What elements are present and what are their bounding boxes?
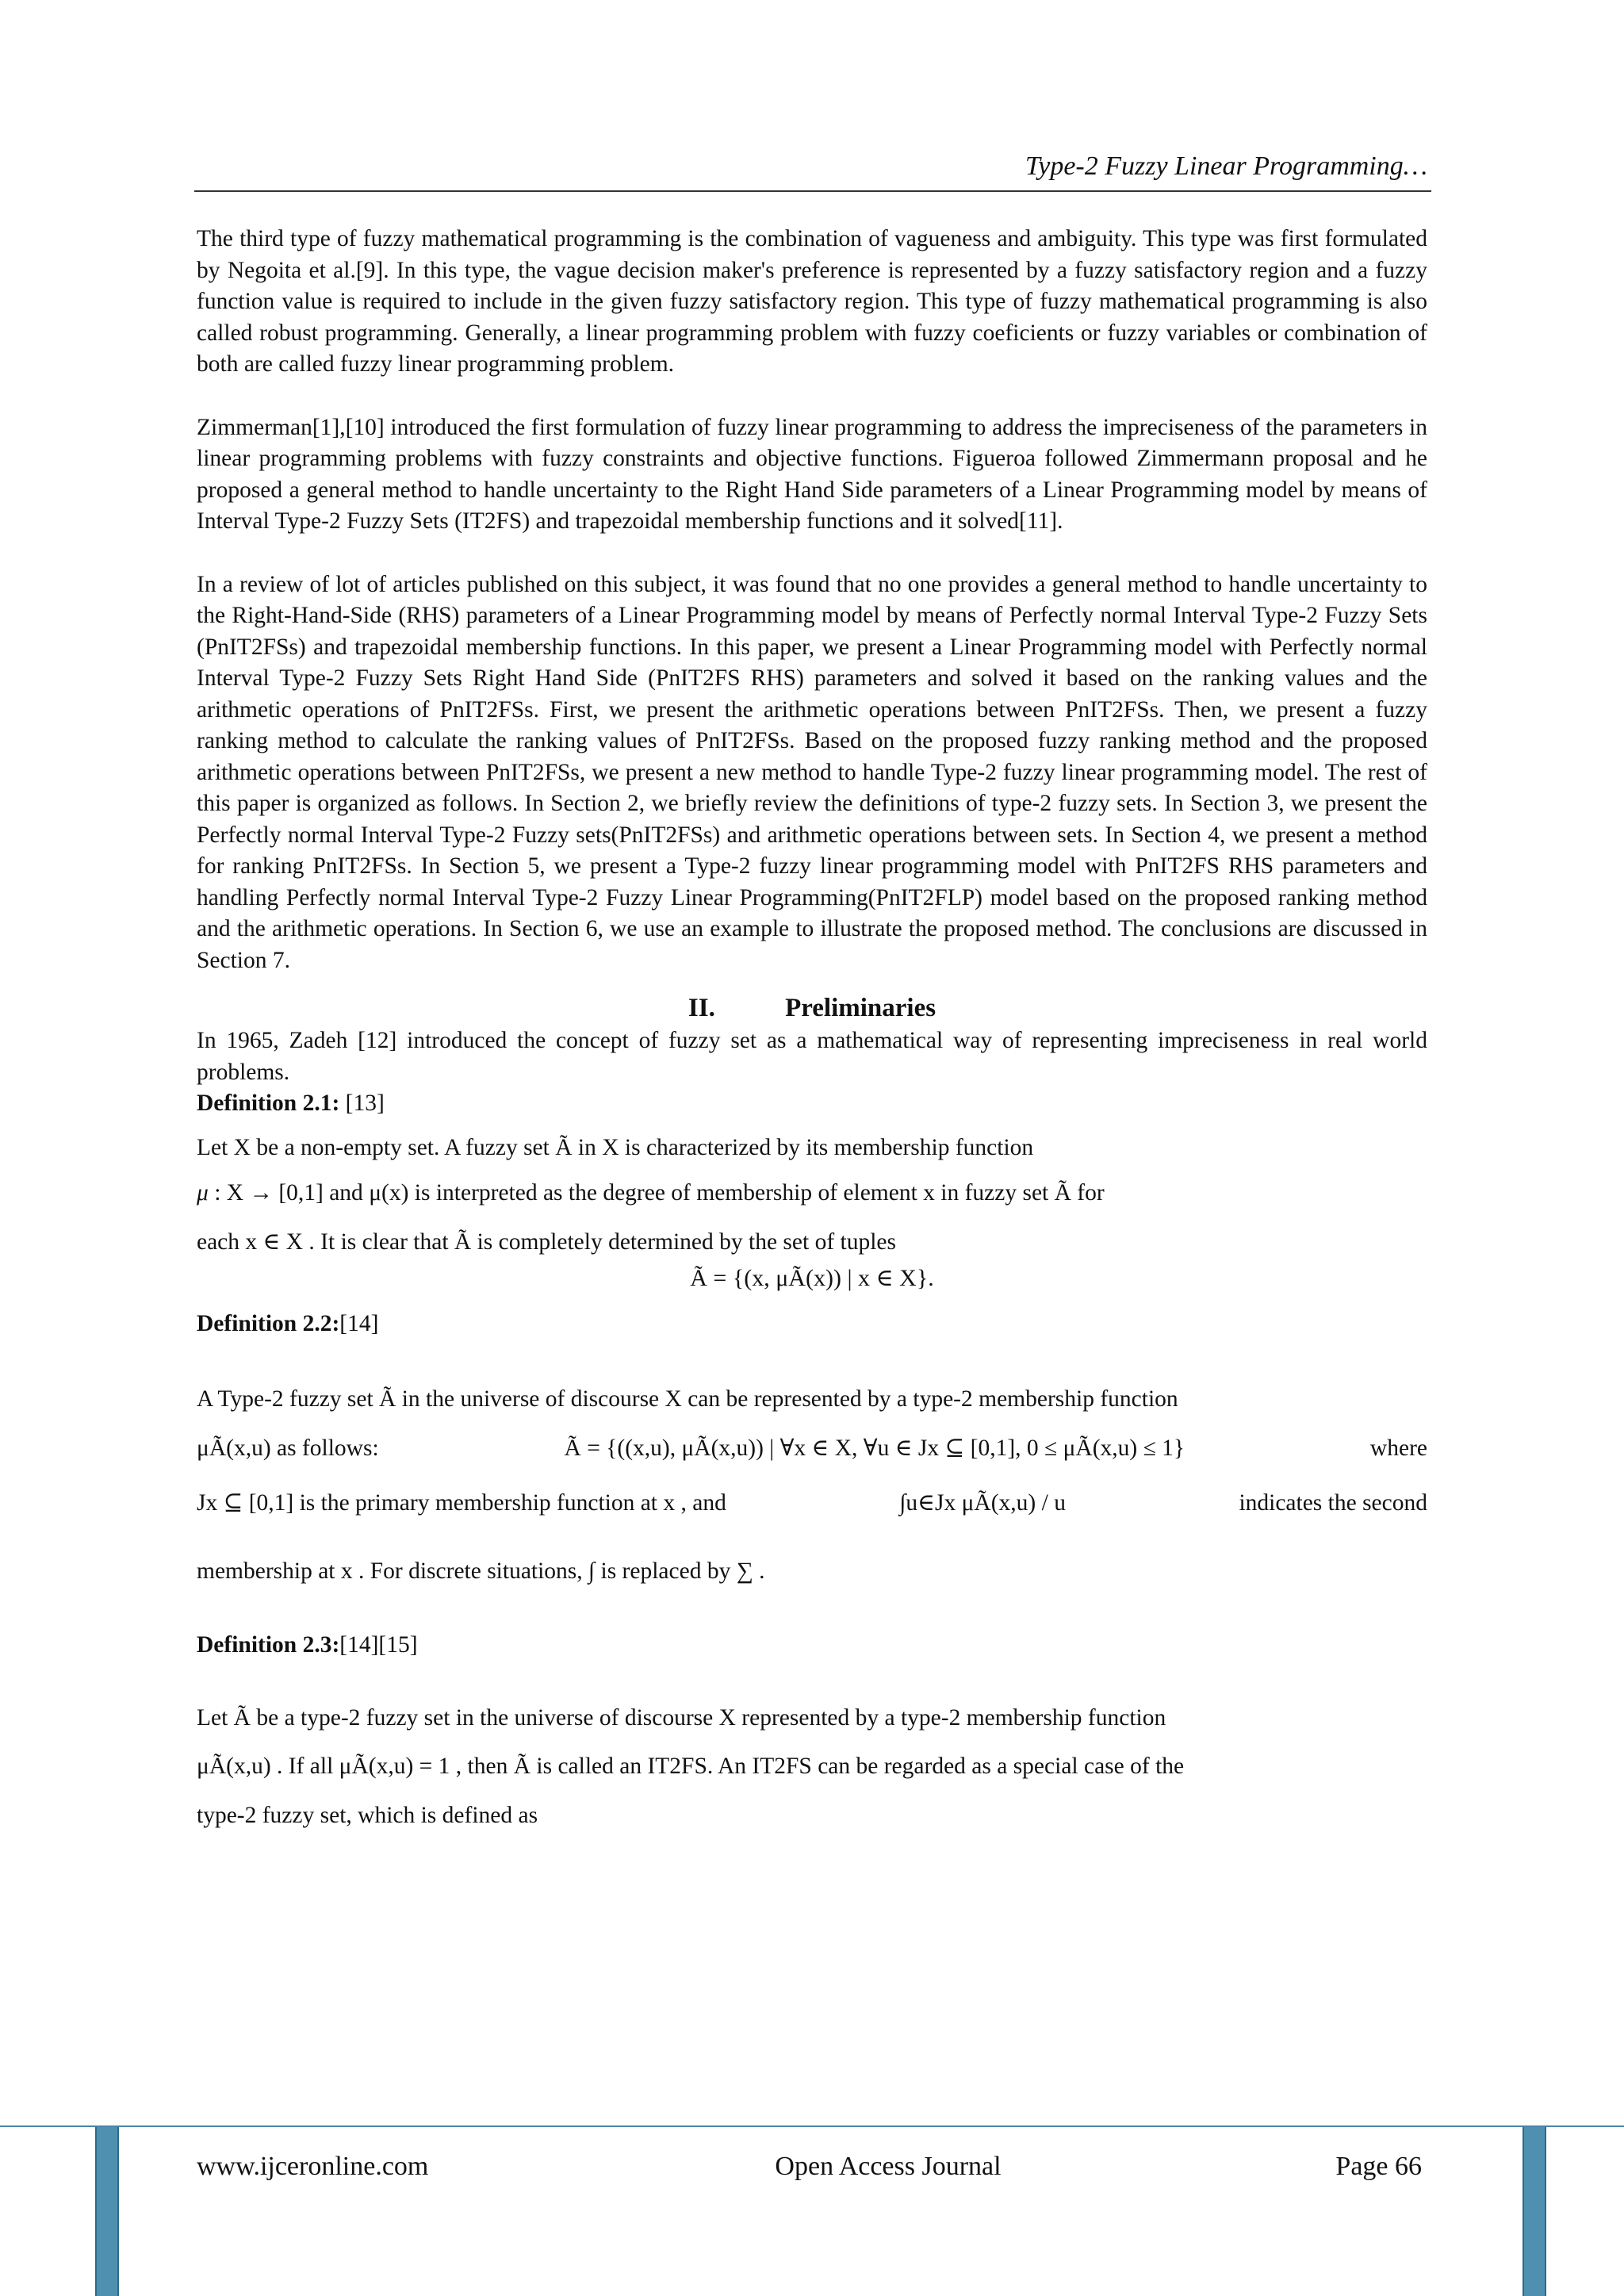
section-heading [197, 991, 1427, 1025]
definition-2-1-label: Definition 2.1: [197, 1091, 340, 1116]
definition-2-2-integral: ∫u∈Jx μÃ(x,u) / u [899, 1490, 1066, 1516]
paragraph-fuzzy-programming-types: The third type of fuzzy mathematical programming is the combination of vagueness and ambiguity. This type was first formulated by Negoita et al.[9]. In this type, the vague decision maker's preference is represented by a fuzzy satisfactory region and a fuzzy function value is required to include in the given fuzzy satisfactory region. This type of fuzzy mathematical programming is also called robust programming. Generally, a linear programming problem with fuzzy coeficients or fuzzy variables or combination of both are called fuzzy linear programming problem. [197, 226, 1427, 377]
definition-2-2-label: Definition 2.2: [197, 1310, 340, 1336]
definition-2-1-heading [197, 1088, 1427, 1120]
paragraph-zimmerman: Zimmerman[1],[10] introduced the first formulation of fuzzy linear programming to address the impreciseness of the parameters in linear programming problems with fuzzy constraints and objective functions. Figueroa followed Zimmermann proposal and he proposed a general method to handle uncertainty to the Right Hand Side parameters of a Linear Programming model by means of Interval Type-2 Fuzzy Sets (IT2FS) and trapezoidal membership functions and it solved[11]. [197, 414, 1427, 534]
definition-2-1-interpretation: μ(x) is interpreted as the degree of membership of element x in fuzzy set Ã for [369, 1180, 1105, 1205]
definition-2-1-ref: [13] [339, 1091, 385, 1116]
running-header-title: Type-2 Fuzzy Linear Programming… [1025, 151, 1427, 181]
section-number: II. [688, 994, 715, 1022]
definition-2-2-primary-membership: Jx ⊆ [0,1] is the primary membership function at x , and [197, 1490, 726, 1516]
section-intro: In 1965, Zadeh [12] introduced the concept of fuzzy set as a mathematical way of representing impreciseness in real world problems. [197, 1028, 1427, 1085]
definition-2-2-line-4: membership at x . For discrete situations, ∫ is replaced by ∑ . [197, 1558, 765, 1584]
section-title: Preliminaries [785, 994, 936, 1022]
definition-2-2-line-3 [197, 1488, 1427, 1520]
header-rule [194, 190, 1431, 192]
definition-2-2-line-1: A Type-2 fuzzy set Ã in the universe of discourse X can be represented by a type-2 membership function [197, 1386, 1178, 1412]
footer-right-bar [1522, 2127, 1546, 2296]
footer-left-bar [95, 2127, 119, 2296]
mu-symbol: μ [197, 1180, 209, 1205]
definition-2-2-formula: Ã = {((x,u), μÃ(x,u)) | ∀x ∈ X, ∀u ∈ Jx ⊆ [0,1], 0 ≤ μÃ(x,u) ≤ 1} [564, 1435, 1185, 1461]
definition-2-2-line-2 [197, 1433, 1427, 1465]
footer-page-number: Page 66 [1335, 2152, 1422, 2181]
definition-2-3-line-1: Let Ã be a type-2 fuzzy set in the universe of discourse X represented by a type-2 membership function [197, 1704, 1166, 1731]
definition-2-2-ref: [14] [339, 1310, 379, 1336]
definition-2-2-membership: μÃ(x,u) as follows: [197, 1435, 379, 1461]
definition-2-1-line-1: Let X be a non-empty set. A fuzzy set Ã in X is characterized by its membership function [197, 1134, 1034, 1160]
paragraph-review: In a review of lot of articles published on this subject, it was found that no one provides a general method to handle uncertainty to the Right-Hand-Side (RHS) parameters of a Linear Programming model by means of Perfectly normal Interval Type-2 Fuzzy Sets (PnIT2FSs) and trapezoidal membership functions. In this paper, we present a Linear Programming model with Perfectly normal Interval Type-2 Fuzzy Sets Right Hand Side (PnIT2FS RHS) parameters and solved it based on the ranking values and the arithmetic operations of PnIT2FSs. First, we present the arithmetic operations between PnIT2FSs. Then, we present a fuzzy ranking method to calculate the ranking values of PnIT2FSs. Based on the proposed fuzzy ranking method and the proposed arithmetic operations between PnIT2FSs, we present a new method to handle Type-2 fuzzy linear programming model. The rest of this paper is organized as follows. In Section 2, we briefly review the definitions of type-2 fuzzy sets. In Section 3, we present the Perfectly normal Interval Type-2 Fuzzy sets(PnIT2FSs) and arithmetic operations between sets. In Section 4, we present a method for ranking PnIT2FSs. In Section 5, we present a Type-2 fuzzy linear programming model with PnIT2FS RHS parameters and handling Perfectly normal Interval Type-2 Fuzzy Linear Programming(PnIT2FLP) model based on the proposed ranking method and the arithmetic operations. In Section 6, we use an example to illustrate the proposed method. The conclusions are discussed in Section 7. [197, 571, 1427, 973]
definition-2-1-line-3: each x ∈ X . It is clear that Ã is completely determined by the set of tuples [197, 1228, 896, 1255]
footer-journal: Open Access Journal [775, 2152, 1002, 2181]
definition-2-3-label: Definition 2.3: [197, 1632, 340, 1658]
definition-2-3-line-2: μÃ(x,u) . If all μÃ(x,u) = 1 , then Ã is called an IT2FS. An IT2FS can be regarded as a special case of the [197, 1754, 1185, 1779]
page-body [197, 224, 1427, 1831]
footer-rule [0, 2125, 1624, 2127]
definition-2-2-heading [197, 1309, 1427, 1340]
definition-2-2-where: where [1369, 1435, 1427, 1461]
footer-website: www.ijceronline.com [197, 2152, 429, 2181]
definition-2-3-line-3: type-2 fuzzy set, which is defined as [197, 1802, 538, 1828]
definition-2-3-ref: [14][15] [339, 1632, 418, 1658]
definition-2-2-second: indicates the second [1239, 1490, 1427, 1516]
definition-2-1-line-2 [197, 1178, 1427, 1209]
definition-2-1-formula: Ã = {(x, μÃ(x)) | x ∈ X}. [690, 1265, 934, 1291]
definition-2-1-mapping: : X → [0,1] and [208, 1180, 370, 1205]
definition-2-3-heading [197, 1630, 1427, 1662]
